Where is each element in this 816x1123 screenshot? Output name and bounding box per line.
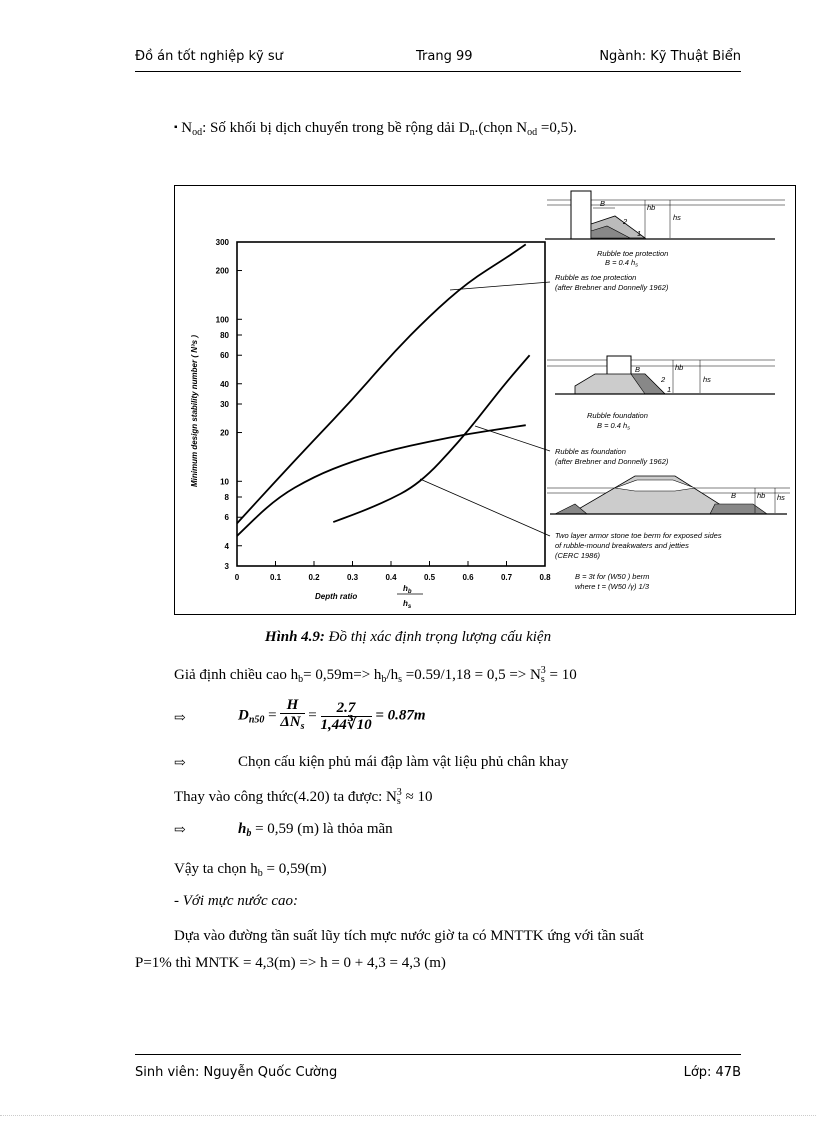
bullet-symbol-sub: od xyxy=(192,127,203,138)
svg-text:hs: hs xyxy=(673,213,681,222)
svg-text:1: 1 xyxy=(667,385,672,394)
page-edge xyxy=(0,1115,816,1116)
y-tick-label: 40 xyxy=(220,379,229,389)
y-tick-label: 3 xyxy=(224,562,229,571)
header-page-number: Trang 99 xyxy=(416,49,473,64)
footer-student: Sinh viên: Nguyễn Quốc Cường xyxy=(135,1065,338,1080)
page-footer xyxy=(135,1054,741,1080)
y-tick-label: 20 xyxy=(220,428,229,438)
chart-curves xyxy=(237,244,530,536)
y-tick-label: 8 xyxy=(224,492,229,502)
svg-text:hb: hb xyxy=(757,491,766,500)
paragraph-assumption: Giả định chiều cao $h_b= 0,59m=> h_b/h_s =0.59/1,18 = 0,5 => N_s^3 = 10$ xyxy=(174,665,577,685)
caption-label: Hình 4.9: xyxy=(264,629,325,645)
curve-toe-protection xyxy=(237,244,526,523)
x-tick-label: 0.2 xyxy=(308,573,320,582)
svg-text:B: B xyxy=(635,365,641,374)
bullet-text3: =0,5). xyxy=(537,120,577,136)
arrow-icon: ⇨ xyxy=(174,756,186,771)
bullet-d-sub: n xyxy=(469,127,475,138)
x-axis-ticks xyxy=(235,561,551,582)
svg-text:B: B xyxy=(600,199,606,208)
svg-text:B: B xyxy=(731,491,737,500)
y-tick-label: 10 xyxy=(220,477,229,487)
paragraph-substitute: Thay vào công thức(4.20) ta được: $N_s^3 \approx 10$ xyxy=(174,787,433,807)
page-header xyxy=(135,49,741,72)
y-tick-label: 100 xyxy=(215,315,229,325)
y-tick-label: 300 xyxy=(215,238,229,247)
section-high-water: - Với mực nước cao: xyxy=(174,893,298,909)
bullet-text: : Số khối bị dịch chuyển trong bề rộng dải D xyxy=(202,120,470,136)
x-tick-label: 0.3 xyxy=(346,573,359,582)
sketch-rubble-foundation xyxy=(547,356,775,432)
x-label-num: $h_b$ xyxy=(403,584,412,595)
paragraph-hb-check: $h_b = 0,59$ (m) là thỏa mãn xyxy=(238,821,393,839)
y-tick-label: 6 xyxy=(224,513,229,523)
y-tick-label: 60 xyxy=(220,351,229,361)
x-tick-label: 0.6 xyxy=(462,573,474,582)
legend-berm-formula1: B = 3t for (W50 ) berm xyxy=(575,572,650,581)
paragraph-frequency: Dựa vào đường tần suất lũy tích mực nước giờ ta có MNTTK ứng với tần suất xyxy=(174,928,644,944)
bullet-text2: .(chọn N xyxy=(474,120,528,136)
svg-text:B = 0.4 hs: B = 0.4 $h_s$ xyxy=(605,258,638,269)
svg-text:1: 1 xyxy=(637,229,642,238)
x-tick-label: 0.8 xyxy=(539,573,551,582)
header-left: Đồ án tốt nghiệp kỹ sư xyxy=(135,49,283,64)
header-right: Ngành: Kỹ Thuật Biển xyxy=(599,49,741,64)
arrow-icon: ⇨ xyxy=(174,823,186,838)
legend-berm-formula2: where t = (W50 /γ) 1/3 xyxy=(575,582,649,591)
formula-dn50: $D_{n50}$ = $\frac{H}{\Delta N_s}$ = $\frac{2.7}{1,44∛10}$ = 0.87m xyxy=(238,697,426,733)
y-tick-label: 80 xyxy=(220,330,229,340)
figure-stability-chart xyxy=(174,185,796,615)
x-label-den: $h_s$ xyxy=(403,599,412,610)
legend-foundation-ref: (after Brebner and Donnelly 1962) xyxy=(555,457,669,466)
bullet-nod xyxy=(174,120,577,138)
bullet-marker: ▪ xyxy=(174,122,178,133)
legend-rubble-toe-protection: Rubble toe protection xyxy=(597,249,669,258)
footer-class: Lớp: 47B xyxy=(683,1065,741,1080)
x-tick-label: 0.5 xyxy=(423,573,436,582)
legend-toe-protection-curve: Rubble as toe protection xyxy=(555,273,637,282)
svg-text:hs: hs xyxy=(777,493,785,502)
legend-berm-line1: Two layer armor stone toe berm for exposed sides xyxy=(555,531,722,540)
x-tick-label: 0 xyxy=(234,573,240,582)
legend-toe-protection-ref: (after Brebner and Donnelly 1962) xyxy=(555,283,669,292)
sketch-toe-protection xyxy=(545,191,785,269)
legend-rubble-foundation: Rubble foundation xyxy=(587,411,648,420)
arrow-icon: ⇨ xyxy=(174,711,186,726)
curve-armor-berm xyxy=(333,355,529,522)
legend-berm-line2: of rubble-mound breakwaters and jetties xyxy=(555,541,689,550)
leader-foundation xyxy=(475,426,550,451)
legend-berm-line3: (CERC 1986) xyxy=(555,551,601,560)
x-tick-label: 0.1 xyxy=(269,573,282,582)
bullet-symbol: N xyxy=(181,120,193,136)
paragraph-mntk: P=1% thì MNTK = 4,3(m) => h = 0 + 4,3 = 4,3 (m) xyxy=(135,955,446,971)
chart-svg xyxy=(175,186,795,614)
x-tick-label: 0.4 xyxy=(385,573,397,582)
svg-text:2: 2 xyxy=(623,217,628,226)
paragraph-choose-armor: Chọn cấu kiện phủ mái đập làm vật liệu phủ chân khay xyxy=(238,754,569,770)
plot-frame xyxy=(237,242,545,566)
leader-berm xyxy=(420,479,550,536)
y-tick-label: 200 xyxy=(215,266,229,276)
svg-text:hb: hb xyxy=(647,203,656,212)
svg-text:hs: hs xyxy=(703,375,711,384)
sketch-breakwater-toe-berm xyxy=(547,476,790,514)
y-tick-label: 30 xyxy=(220,400,229,409)
x-axis-label: Depth ratio xyxy=(315,592,358,601)
y-axis-label: Minimum design stability number ( N³s ) xyxy=(190,334,199,488)
caption-text: Đồ thị xác định trọng lượng cấu kiện xyxy=(324,629,552,645)
svg-text:2: 2 xyxy=(661,375,666,384)
svg-text:B = 0.4 hs: B = 0.4 $h_s$ xyxy=(597,421,630,432)
curve-foundation xyxy=(237,425,526,536)
paragraph-conclusion: Vậy ta chọn $h_b = 0,59(m)$ xyxy=(174,861,327,879)
y-tick-label: 4 xyxy=(224,541,229,551)
bullet-n-sub: od xyxy=(527,127,538,138)
legend-foundation-curve: Rubble as foundation xyxy=(555,447,626,456)
x-tick-label: 0.7 xyxy=(500,573,513,582)
svg-text:hb: hb xyxy=(675,363,684,372)
figure-caption xyxy=(0,629,816,646)
